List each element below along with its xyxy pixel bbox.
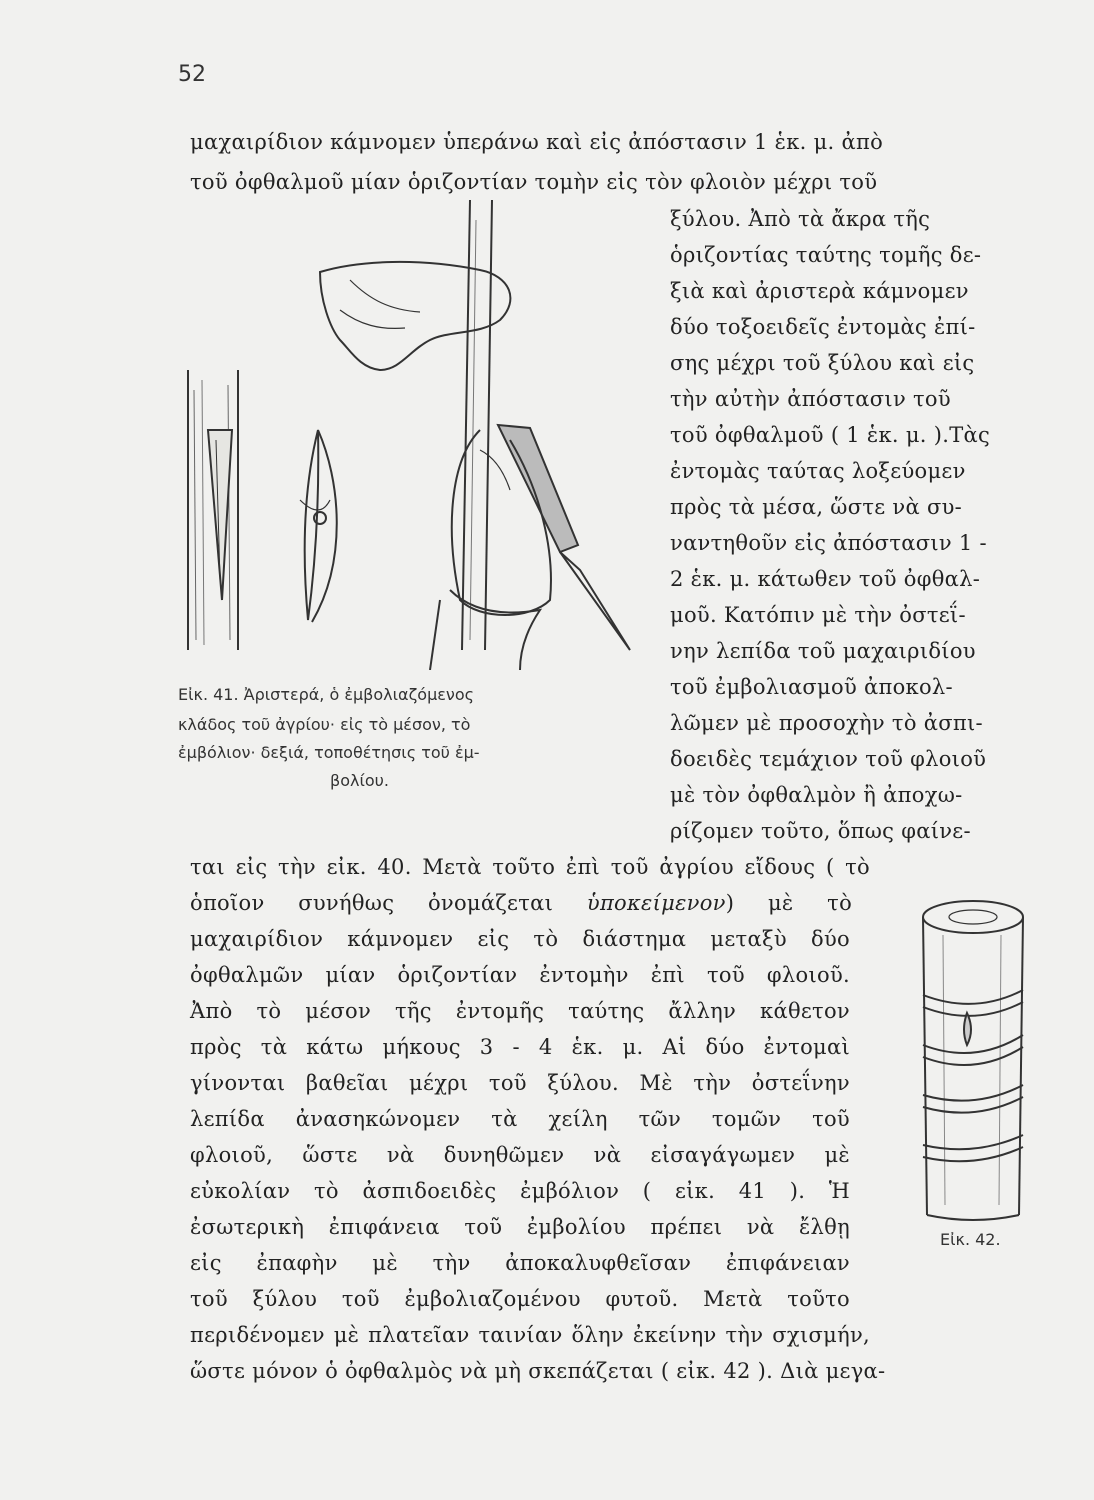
- text-line-right-5: σης μέχρι τοῦ ξύλου καὶ εἰς: [670, 351, 975, 375]
- text-line-mid-8: φλοιοῦ, ὥστε νὰ δυνηθῶμεν νὰ εἰσαγάγωμεν μὲ: [190, 1143, 850, 1167]
- text-line-right-17: μὲ τὸν ὀφθαλμὸν ἢ ἀποχω-: [670, 783, 963, 807]
- figure-41-illustration: [180, 200, 660, 670]
- text-line-bottom-1: περιδένομεν μὲ πλατεῖαν ταινίαν ὅλην ἐκείνην τὴν σχισμήν,: [190, 1323, 870, 1347]
- text-line-mid-2: μαχαιρίδιον κάμνομεν εἰς τὸ διάστημα μεταξὺ δύο: [190, 927, 850, 951]
- text-line-right-15: λῶμεν μὲ προσοχὴν τὸ ἀσπι-: [670, 711, 983, 735]
- figure-41-caption-line-4: βολίου.: [330, 771, 390, 790]
- text-line-right-8: ἐντομὰς ταύτας λοξεύομεν: [670, 459, 966, 483]
- text-line-right-12: μοῦ. Κατόπιν μὲ τὴν ὀστεΐ-: [670, 603, 966, 627]
- figure-41-caption-line-3: ἐμβόλιον· δεξιά, τοποθέτησις τοῦ ἐμ-: [178, 743, 480, 762]
- figure-41-caption-line-2: κλάδος τοῦ ἀγρίου· εἰς τὸ μέσον, τὸ: [178, 715, 471, 734]
- text-line-top-2: τοῦ ὀφθαλμοῦ μίαν ὁριζοντίαν τομὴν εἰς τὸν φλοιὸν μέχρι τοῦ: [190, 170, 878, 194]
- text-line-mid-5: πρὸς τὰ κάτω μήκους 3 - 4 ἑκ. μ. Αἱ δύο ἐντομαὶ: [190, 1035, 850, 1059]
- text-line-right-6: τὴν αὐτὴν ἀπόστασιν τοῦ: [670, 387, 951, 411]
- text-line-right-1: ξύλου. Ἀπὸ τὰ ἄκρα τῆς: [670, 207, 931, 231]
- text-line-top-1: μαχαιρίδιον κάμνομεν ὑπεράνω καὶ εἰς ἀπόστασιν 1 ἑκ. μ. ἀπὸ: [190, 130, 884, 154]
- text-line-mid-1-post: ) μὲ τὸ: [725, 891, 853, 915]
- text-line-right-18: ρίζομεν τοῦτο, ὅπως φαίνε-: [670, 819, 971, 843]
- text-line-mid-1-pre: ὁποῖον συνήθως ὀνομάζεται: [190, 891, 554, 915]
- text-line-mid-9: εὐκολίαν τὸ ἀσπιδοειδὲς ἐμβόλιον ( εἰκ. 41 ). Ἡ: [190, 1179, 850, 1203]
- text-line-mid-6: γίνονται βαθεῖαι μέχρι τοῦ ξύλου. Μὲ τὴν ὀστεΐνην: [190, 1071, 850, 1095]
- text-line-bottom-2: ὥστε μόνον ὁ ὀφθαλμὸς νὰ μὴ σκεπάζεται ( εἰκ. 42 ). Διὰ μεγα-: [190, 1359, 886, 1383]
- text-line-right-2: ὁριζοντίας ταύτης τομῆς δε-: [670, 243, 982, 267]
- text-line-right-14: τοῦ ἐμβολιασμοῦ ἀποκολ-: [670, 675, 953, 699]
- text-line-mid-1-emphasis: ὑποκείμενον: [586, 891, 726, 915]
- text-line-mid-3: ὀφθαλμῶν μίαν ὁριζοντίαν ἐντομὴν ἐπὶ τοῦ φλοιοῦ.: [190, 963, 850, 987]
- text-line-right-11: 2 ἑκ. μ. κάτωθεν τοῦ ὀφθαλ-: [670, 567, 981, 591]
- text-line-mid-11: εἰς ἐπαφὴν μὲ τὴν ἀποκαλυφθεῖσαν ἐπιφάνειαν: [190, 1251, 850, 1275]
- text-line-right-16: δοειδὲς τεμάχιον τοῦ φλοιοῦ: [670, 747, 987, 771]
- text-line-right-13: νην λεπίδα τοῦ μαχαιριδίου: [670, 639, 976, 663]
- figure-41-caption-line-1: Εἰκ. 41. Ἀριστερά, ὁ ἐμβολιαζόμενος: [178, 685, 475, 704]
- text-line-mid-10: ἐσωτερικὴ ἐπιφάνεια τοῦ ἐμβολίου πρέπει νὰ ἔλθῃ: [190, 1215, 850, 1239]
- figure-42-illustration: [905, 895, 1055, 1225]
- page-number: 52: [178, 62, 206, 87]
- text-line-mid-1: [190, 888, 852, 918]
- text-line-full-1: ται εἰς τὴν εἰκ. 40. Μετὰ τοῦτο ἐπὶ τοῦ ἀγρίου εἴδους ( τὸ: [190, 855, 870, 879]
- figure-42-caption: Εἰκ. 42.: [940, 1230, 1001, 1249]
- text-line-mid-4: Ἀπὸ τὸ μέσον τῆς ἐντομῆς ταύτης ἄλλην κάθετον: [190, 999, 850, 1023]
- text-line-mid-12: τοῦ ξύλου τοῦ ἐμβολιαζομένου φυτοῦ. Μετὰ τοῦτο: [190, 1287, 850, 1311]
- text-line-mid-7: λεπίδα ἀνασηκώνομεν τὰ χείλη τῶν τομῶν τοῦ: [190, 1107, 850, 1131]
- text-line-right-10: ναντηθοῦν εἰς ἀπόστασιν 1 -: [670, 531, 987, 555]
- text-line-right-4: δύο τοξοειδεῖς ἐντομὰς ἐπί-: [670, 315, 976, 339]
- text-line-right-9: πρὸς τὰ μέσα, ὥστε νὰ συ-: [670, 495, 963, 519]
- text-line-right-3: ξιὰ καὶ ἀριστερὰ κάμνομεν: [670, 279, 969, 303]
- text-line-right-7: τοῦ ὀφθαλμοῦ ( 1 ἑκ. μ. ).Τὰς: [670, 423, 991, 447]
